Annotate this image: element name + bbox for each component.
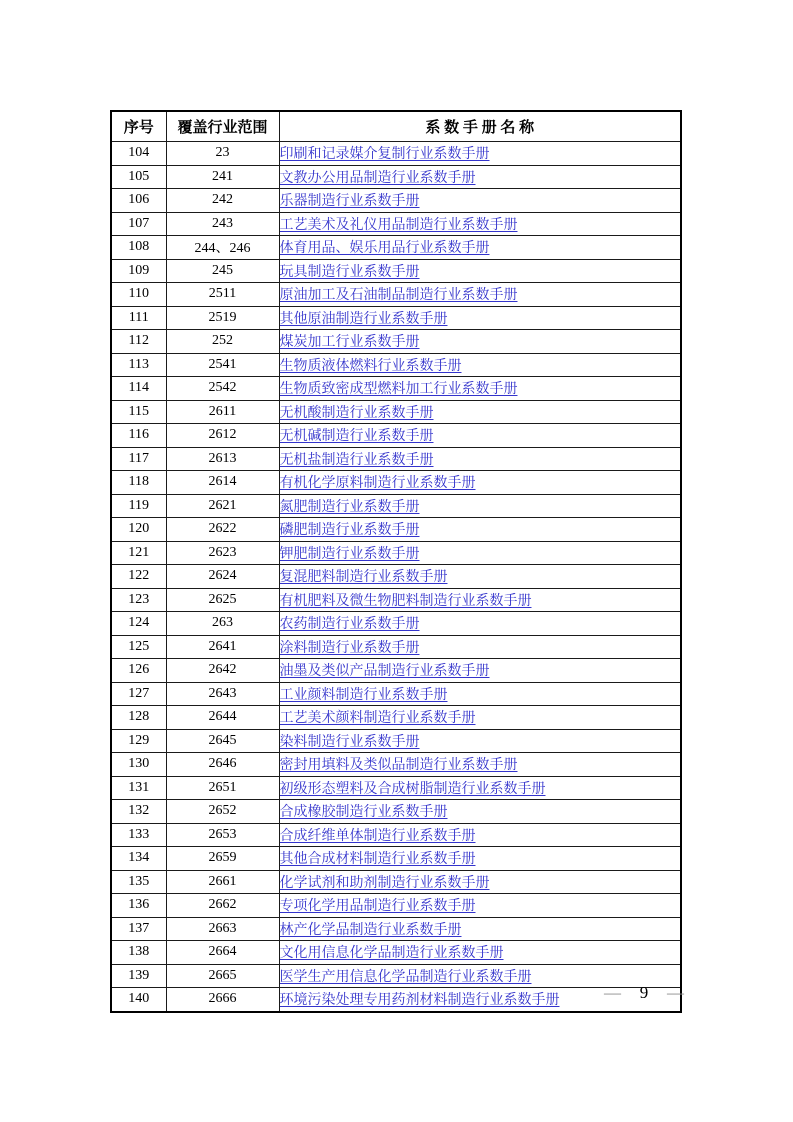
col-header-manual-name: 系 数 手 册 名 称	[279, 111, 681, 142]
row-manual-name-cell	[279, 588, 681, 612]
row-industry-range: 2612	[166, 424, 279, 448]
row-manual-name-cell	[279, 189, 681, 213]
row-no: 119	[111, 494, 166, 518]
manual-link[interactable]: 初级形态塑料及合成树脂制造行业系数手册	[279, 781, 546, 797]
manual-link[interactable]: 文化用信息化学品制造行业系数手册	[279, 946, 504, 962]
manual-link[interactable]: 农药制造行业系数手册	[279, 617, 420, 633]
row-industry-range: 242	[166, 189, 279, 213]
row-manual-name-cell	[279, 377, 681, 401]
row-manual-name-cell	[279, 541, 681, 565]
table-row	[111, 471, 681, 495]
row-industry-range: 2651	[166, 776, 279, 800]
table-header	[111, 111, 681, 142]
row-no: 118	[111, 471, 166, 495]
row-no: 131	[111, 776, 166, 800]
table-row	[111, 612, 681, 636]
row-no: 137	[111, 917, 166, 941]
manual-link[interactable]: 钾肥制造行业系数手册	[279, 546, 420, 562]
row-no: 110	[111, 283, 166, 307]
table-row	[111, 682, 681, 706]
table-row	[111, 283, 681, 307]
table-body	[111, 142, 681, 1012]
table-row	[111, 588, 681, 612]
page-number-right-dash: —	[667, 983, 684, 1002]
table-row	[111, 424, 681, 448]
manual-link[interactable]: 环境污染处理专用药剂材料制造行业系数手册	[279, 993, 560, 1009]
row-manual-name-cell	[279, 424, 681, 448]
manual-link[interactable]: 工艺美术及礼仪用品制造行业系数手册	[279, 217, 518, 233]
manual-link[interactable]: 化学试剂和助剂制造行业系数手册	[279, 875, 490, 891]
row-no: 108	[111, 236, 166, 260]
row-industry-range: 2614	[166, 471, 279, 495]
manual-link[interactable]: 工业颜料制造行业系数手册	[279, 687, 448, 703]
row-no: 123	[111, 588, 166, 612]
table-row	[111, 659, 681, 683]
manual-link[interactable]: 合成纤维单体制造行业系数手册	[279, 828, 476, 844]
page-number-value: 9	[639, 983, 649, 1002]
row-industry-range: 2613	[166, 447, 279, 471]
table-row	[111, 541, 681, 565]
table-row	[111, 377, 681, 401]
manual-link[interactable]: 无机酸制造行业系数手册	[279, 405, 434, 421]
row-manual-name-cell	[279, 729, 681, 753]
manual-link[interactable]: 林产化学品制造行业系数手册	[279, 922, 462, 938]
row-industry-range: 2653	[166, 823, 279, 847]
table-row	[111, 212, 681, 236]
row-manual-name-cell	[279, 753, 681, 777]
row-industry-range: 2643	[166, 682, 279, 706]
table-row	[111, 353, 681, 377]
manual-link[interactable]: 合成橡胶制造行业系数手册	[279, 805, 448, 821]
manual-link[interactable]: 染料制造行业系数手册	[279, 734, 420, 750]
manual-link[interactable]: 生物质致密成型燃料加工行业系数手册	[279, 382, 518, 398]
row-no: 129	[111, 729, 166, 753]
table-row	[111, 330, 681, 354]
row-manual-name-cell	[279, 565, 681, 589]
row-no: 120	[111, 518, 166, 542]
row-no: 122	[111, 565, 166, 589]
row-manual-name-cell	[279, 612, 681, 636]
table-row	[111, 565, 681, 589]
row-industry-range: 2511	[166, 283, 279, 307]
row-no: 128	[111, 706, 166, 730]
row-industry-range: 2622	[166, 518, 279, 542]
table-row	[111, 776, 681, 800]
row-manual-name-cell	[279, 823, 681, 847]
row-industry-range: 2624	[166, 565, 279, 589]
col-header-industry-range: 覆盖行业范围	[166, 111, 279, 142]
row-no: 116	[111, 424, 166, 448]
row-no: 138	[111, 941, 166, 965]
row-manual-name-cell	[279, 870, 681, 894]
table-row	[111, 847, 681, 871]
row-no: 117	[111, 447, 166, 471]
manual-link[interactable]: 有机肥料及微生物肥料制造行业系数手册	[279, 593, 532, 609]
row-industry-range: 2621	[166, 494, 279, 518]
table-row	[111, 753, 681, 777]
row-manual-name-cell	[279, 471, 681, 495]
manual-link[interactable]: 专项化学用品制造行业系数手册	[279, 899, 476, 915]
row-no: 111	[111, 306, 166, 330]
table-row	[111, 189, 681, 213]
table-row	[111, 306, 681, 330]
row-no: 104	[111, 142, 166, 166]
manual-link[interactable]: 无机盐制造行业系数手册	[279, 452, 434, 468]
table-row	[111, 142, 681, 166]
row-industry-range: 2541	[166, 353, 279, 377]
table-row	[111, 988, 681, 1012]
row-industry-range: 2662	[166, 894, 279, 918]
row-manual-name-cell	[279, 847, 681, 871]
row-no: 109	[111, 259, 166, 283]
row-no: 134	[111, 847, 166, 871]
row-industry-range: 23	[166, 142, 279, 166]
row-manual-name-cell	[279, 800, 681, 824]
row-manual-name-cell	[279, 894, 681, 918]
manual-link[interactable]: 医学生产用信息化学品制造行业系数手册	[279, 969, 532, 985]
row-manual-name-cell	[279, 353, 681, 377]
row-industry-range: 2646	[166, 753, 279, 777]
row-industry-range: 2645	[166, 729, 279, 753]
manual-link[interactable]: 无机碱制造行业系数手册	[279, 429, 434, 445]
table-row	[111, 894, 681, 918]
manual-link[interactable]: 文教办公用品制造行业系数手册	[279, 170, 476, 186]
manual-link[interactable]: 有机化学原料制造行业系数手册	[279, 476, 476, 492]
row-no: 115	[111, 400, 166, 424]
row-manual-name-cell	[279, 212, 681, 236]
row-industry-range: 2644	[166, 706, 279, 730]
manual-link[interactable]: 其他合成材料制造行业系数手册	[279, 852, 476, 868]
row-no: 135	[111, 870, 166, 894]
row-manual-name-cell	[279, 518, 681, 542]
row-manual-name-cell	[279, 706, 681, 730]
manual-link[interactable]: 玩具制造行业系数手册	[279, 264, 420, 280]
row-industry-range: 2661	[166, 870, 279, 894]
row-manual-name-cell	[279, 682, 681, 706]
row-no: 140	[111, 988, 166, 1012]
row-manual-name-cell	[279, 259, 681, 283]
manual-link[interactable]: 生物质液体燃料行业系数手册	[279, 358, 462, 374]
row-industry-range: 241	[166, 165, 279, 189]
table-row	[111, 800, 681, 824]
row-no: 133	[111, 823, 166, 847]
row-industry-range: 2664	[166, 941, 279, 965]
table-row	[111, 518, 681, 542]
table-row	[111, 447, 681, 471]
manual-link[interactable]: 复混肥料制造行业系数手册	[279, 570, 448, 586]
row-no: 124	[111, 612, 166, 636]
row-industry-range: 2652	[166, 800, 279, 824]
table-row	[111, 941, 681, 965]
row-industry-range: 2666	[166, 988, 279, 1012]
table-row	[111, 870, 681, 894]
table-row	[111, 729, 681, 753]
row-industry-range: 245	[166, 259, 279, 283]
manual-link[interactable]: 密封用填料及类似品制造行业系数手册	[279, 758, 518, 774]
manual-table-container	[110, 110, 682, 1013]
row-industry-range: 2542	[166, 377, 279, 401]
row-industry-range: 244、246	[166, 236, 279, 260]
row-manual-name-cell	[279, 400, 681, 424]
row-manual-name-cell	[279, 494, 681, 518]
coefficient-manual-table	[110, 110, 682, 1013]
row-industry-range: 243	[166, 212, 279, 236]
row-no: 126	[111, 659, 166, 683]
row-no: 136	[111, 894, 166, 918]
row-manual-name-cell	[279, 635, 681, 659]
row-manual-name-cell	[279, 142, 681, 166]
table-row	[111, 400, 681, 424]
row-manual-name-cell	[279, 330, 681, 354]
manual-link[interactable]: 工艺美术颜料制造行业系数手册	[279, 711, 476, 727]
table-row	[111, 706, 681, 730]
manual-link[interactable]: 原油加工及石油制品制造行业系数手册	[279, 288, 518, 304]
manual-link[interactable]: 油墨及类似产品制造行业系数手册	[279, 664, 490, 680]
col-header-no: 序号	[111, 111, 166, 142]
manual-link[interactable]: 乐器制造行业系数手册	[279, 194, 420, 210]
page-number-left-dash: —	[604, 983, 621, 1002]
header-row	[111, 111, 681, 142]
row-industry-range: 2642	[166, 659, 279, 683]
manual-link[interactable]: 煤炭加工行业系数手册	[279, 335, 420, 351]
manual-link[interactable]: 印刷和记录媒介复制行业系数手册	[279, 147, 490, 163]
row-manual-name-cell	[279, 917, 681, 941]
row-industry-range: 2623	[166, 541, 279, 565]
row-no: 121	[111, 541, 166, 565]
row-industry-range: 2611	[166, 400, 279, 424]
row-industry-range: 2519	[166, 306, 279, 330]
row-manual-name-cell	[279, 165, 681, 189]
table-row	[111, 823, 681, 847]
row-manual-name-cell	[279, 236, 681, 260]
table-row	[111, 635, 681, 659]
row-industry-range: 2659	[166, 847, 279, 871]
row-industry-range: 252	[166, 330, 279, 354]
row-manual-name-cell	[279, 283, 681, 307]
manual-link[interactable]: 其他原油制造行业系数手册	[279, 311, 448, 327]
row-no: 106	[111, 189, 166, 213]
table-row	[111, 236, 681, 260]
row-no: 125	[111, 635, 166, 659]
row-no: 113	[111, 353, 166, 377]
row-industry-range: 2665	[166, 964, 279, 988]
table-row	[111, 165, 681, 189]
row-no: 132	[111, 800, 166, 824]
table-row	[111, 964, 681, 988]
row-industry-range: 2641	[166, 635, 279, 659]
row-no: 127	[111, 682, 166, 706]
row-industry-range: 2663	[166, 917, 279, 941]
manual-link[interactable]: 涂料制造行业系数手册	[279, 640, 420, 656]
row-industry-range: 263	[166, 612, 279, 636]
table-row	[111, 917, 681, 941]
table-row	[111, 494, 681, 518]
row-manual-name-cell	[279, 941, 681, 965]
row-no: 139	[111, 964, 166, 988]
row-manual-name-cell	[279, 659, 681, 683]
row-industry-range: 2625	[166, 588, 279, 612]
row-manual-name-cell	[279, 447, 681, 471]
page-number	[604, 983, 684, 1003]
row-no: 130	[111, 753, 166, 777]
row-manual-name-cell	[279, 776, 681, 800]
row-no: 105	[111, 165, 166, 189]
manual-link[interactable]: 体育用品、娱乐用品行业系数手册	[279, 241, 490, 257]
table-row	[111, 259, 681, 283]
row-manual-name-cell	[279, 306, 681, 330]
row-no: 107	[111, 212, 166, 236]
row-no: 112	[111, 330, 166, 354]
row-no: 114	[111, 377, 166, 401]
manual-link[interactable]: 氮肥制造行业系数手册	[279, 499, 420, 515]
manual-link[interactable]: 磷肥制造行业系数手册	[279, 523, 420, 539]
